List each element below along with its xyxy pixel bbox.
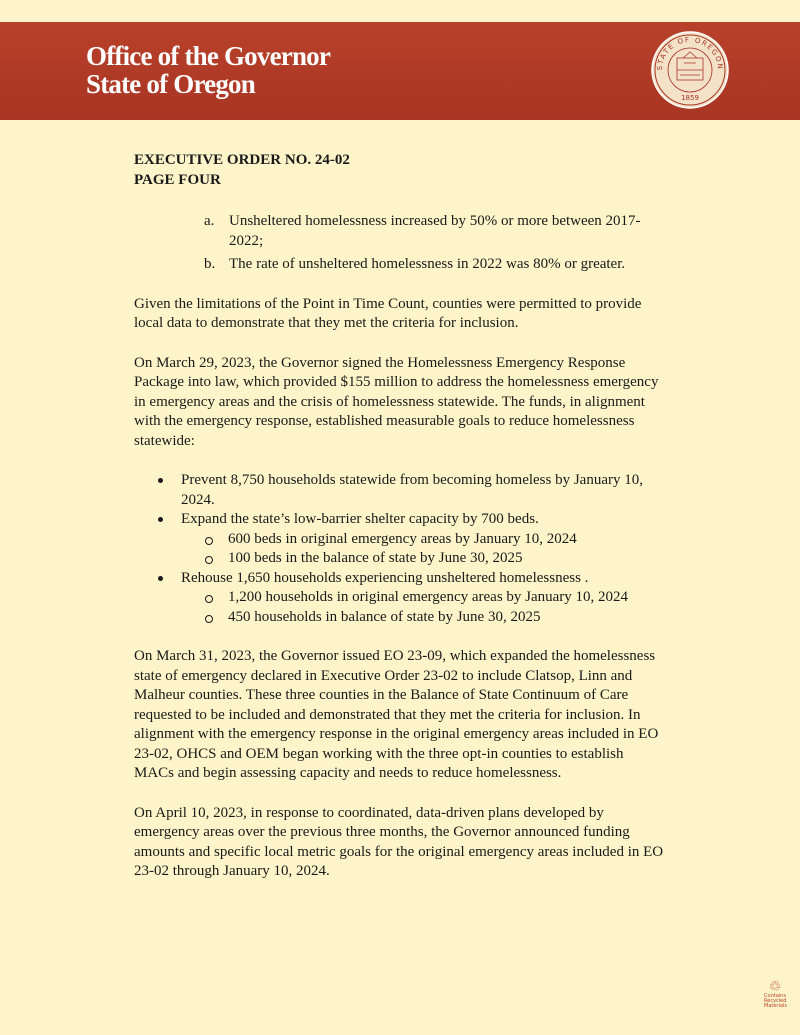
letterhead-title-line2: State of Oregon bbox=[86, 69, 255, 99]
list-marker: a. bbox=[204, 213, 215, 229]
circle-bullet-icon bbox=[205, 556, 213, 564]
bullet-icon bbox=[158, 576, 163, 581]
list-item bbox=[156, 471, 664, 510]
paragraph-pit-count: Given the limitations of the Point in Time Count, counties were permitted to provide local data to demonstrate that they met the criteria for inclusion. bbox=[134, 295, 642, 331]
recycle-icon: ♲ bbox=[768, 979, 782, 995]
list-item bbox=[156, 569, 664, 589]
paragraph-eo-23-09: On March 31, 2023, the Governor issued EO 23-09, which expanded the homelessness state of emergency declared in Executive Order 23-02 to include Clatsop, Linn and Malheur counties. These three counties in the Balance of State Continuum of Care requested to be included and demonstrated that they met the criteria for inclusion. In alignment with the emergency response in the original emergency areas included in EO 23-02, OHCS and OEM began working with the three opt-in counties to establish MACs and begin assessing capacity and needs to reduce homelessness. bbox=[134, 648, 659, 781]
circle-bullet-icon bbox=[205, 615, 213, 623]
list-item-text: The rate of unsheltered homelessness in 2022 was 80% or greater. bbox=[229, 256, 626, 272]
bullet-icon bbox=[158, 517, 163, 522]
list-marker: b. bbox=[204, 256, 216, 272]
sub-list-item-text: 600 beds in original emergency areas by January 10, 2024 bbox=[228, 530, 577, 547]
letterhead-banner bbox=[0, 22, 800, 120]
recycle-text: Contains Recycled Materials bbox=[764, 993, 787, 1009]
list-item-text: Expand the state’s low-barrier shelter capacity by 700 beds. bbox=[181, 511, 539, 527]
sub-list bbox=[156, 588, 664, 627]
list-item-text: Prevent 8,750 households statewide from becoming homeless by January 10, 2024. bbox=[181, 472, 643, 508]
sub-list-item-text: 100 beds in the balance of state by June 30, 2025 bbox=[228, 550, 523, 566]
list-item-text: Unsheltered homelessness increased by 50% or more between 2017-2022; bbox=[229, 213, 641, 249]
sub-list-item bbox=[203, 588, 664, 608]
list-item bbox=[156, 510, 664, 530]
bullet-icon bbox=[158, 478, 163, 483]
circle-bullet-icon bbox=[205, 537, 213, 545]
order-number: EXECUTIVE ORDER NO. 24-02 bbox=[134, 152, 350, 168]
recycled-materials-mark bbox=[764, 980, 786, 1010]
list-item-text: Rehouse 1,650 households experiencing unsheltered homelessness . bbox=[181, 569, 589, 586]
document-body bbox=[134, 150, 664, 882]
sub-list bbox=[156, 530, 664, 569]
letterhead-title-line1: Office of the Governor bbox=[86, 41, 331, 71]
sub-list-item bbox=[203, 549, 664, 569]
paragraph-funding-announcement: On April 10, 2023, in response to coordinated, data-driven plans developed by emergency areas over the previous three months, the Governor announced funding amounts and specific local metric goals for the original emergency areas included in EO 23-02 through January 10, 2024. bbox=[134, 804, 664, 879]
seal-year: 1859 bbox=[681, 94, 699, 102]
criteria-list bbox=[134, 212, 664, 275]
seal-top-text: STATE OF OREGON bbox=[655, 35, 725, 71]
sub-list-item bbox=[203, 608, 664, 628]
circle-bullet-icon bbox=[205, 595, 213, 603]
oregon-seal-icon bbox=[650, 30, 730, 110]
page-number: PAGE FOUR bbox=[134, 172, 221, 188]
list-item bbox=[204, 212, 664, 251]
sub-list-item bbox=[203, 530, 664, 550]
letterhead-title bbox=[86, 42, 330, 98]
sub-list-item-text: 1,200 households in original emergency areas by January 10, 2024 bbox=[228, 589, 629, 605]
paragraph-response-package: On March 29, 2023, the Governor signed the Homelessness Emergency Response Package into law, which provided $155 million to address the homelessness emergency in emergency areas and the crisis of homelessness statewide. The funds, in alignment with the emergency response, established measurable goals to reduce homelessness statewide: bbox=[134, 354, 659, 449]
sub-list-item-text: 450 households in balance of state by June 30, 2025 bbox=[228, 608, 541, 625]
list-item bbox=[204, 255, 664, 275]
goals-list bbox=[134, 471, 664, 627]
